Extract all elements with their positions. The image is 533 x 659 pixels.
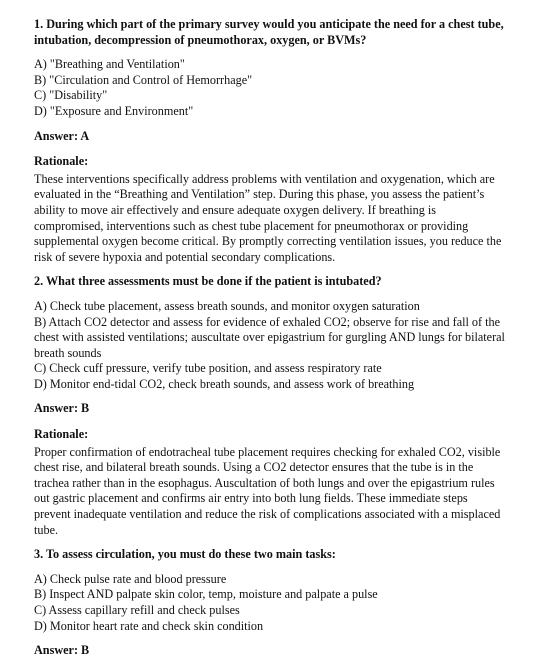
option-d: D) "Exposure and Environment": [34, 103, 194, 118]
option-c: C) Assess capillary refill and check pulses: [34, 603, 240, 617]
answer-label: Answer: B: [34, 643, 90, 658]
question-block-1: [34, 17, 505, 265]
rationale-heading: Rationale:: [34, 427, 89, 442]
option-list: [34, 572, 505, 634]
option-a: A) "Breathing and Ventilation": [34, 57, 185, 72]
question-text: 1. During which part of the primary survey would you anticipate the need for a chest tube, intubation, decompression of pneumothorax, oxygen, or BVMs?: [34, 17, 504, 47]
rationale-heading: Rationale:: [34, 154, 89, 169]
option-list: [34, 299, 505, 393]
option-list: [34, 57, 505, 119]
question-block-3: [34, 547, 505, 659]
answer-label: Answer: B: [34, 401, 90, 416]
option-a: A) Check tube placement, assess breath sounds, and monitor oxygen saturation: [34, 298, 420, 313]
option-c: C) "Disability": [34, 88, 108, 103]
question-text: 3. To assess circulation, you must do these two main tasks:: [34, 547, 336, 562]
question-block-2: [34, 274, 505, 538]
option-c: C) Check cuff pressure, verify tube position, and assess respiratory rate: [34, 361, 382, 376]
option-b: B) Attach CO2 detector and assess for evidence of exhaled CO2; observe for rise and fall of the chest with assisted ventilations; auscultate over epigastrium for gurgling AND lungs for bilateral breath sounds: [34, 314, 505, 360]
rationale-text: Proper confirmation of endotracheal tube placement requires checking for exhaled CO2, visible chest rise, and bilateral breath sounds. Using a CO2 detector ensures that the tube is in the trachea rather than in the esophagus. Auscultation of both lungs and over the epigastrium rules out gastric placement and confirms air entry into both lung fields. These immediate steps prevent inadequate ventilation and reduce the risk of complications associated with a misplaced tube.: [34, 444, 501, 537]
answer-label: Answer: A: [34, 128, 90, 143]
question-text: 2. What three assessments must be done if the patient is intubated?: [34, 274, 382, 289]
option-b: B) Inspect AND palpate skin color, temp, moisture and palpate a pulse: [34, 587, 378, 602]
option-a: A) Check pulse rate and blood pressure: [34, 571, 227, 586]
option-d: D) Monitor heart rate and check skin condition: [34, 618, 264, 633]
option-d: D) Monitor end-tidal CO2, check breath sounds, and assess work of breathing: [34, 376, 415, 391]
option-b: B) "Circulation and Control of Hemorrhage": [34, 72, 253, 87]
rationale-text: These interventions specifically address problems with ventilation and oxygenation, which are evaluated in the “Breathing and Ventilation” step. During this phase, you assess the patient’s ability to move air effectively and ensure adequate oxygen delivery. If breathing is compromised, interventions such as chest tube placement for pneumothorax or providing supplemental oxygen become critical. By promptly correcting ventilation issues, you reduce the risk of severe hypoxia and potential secondary complications.: [34, 171, 502, 264]
